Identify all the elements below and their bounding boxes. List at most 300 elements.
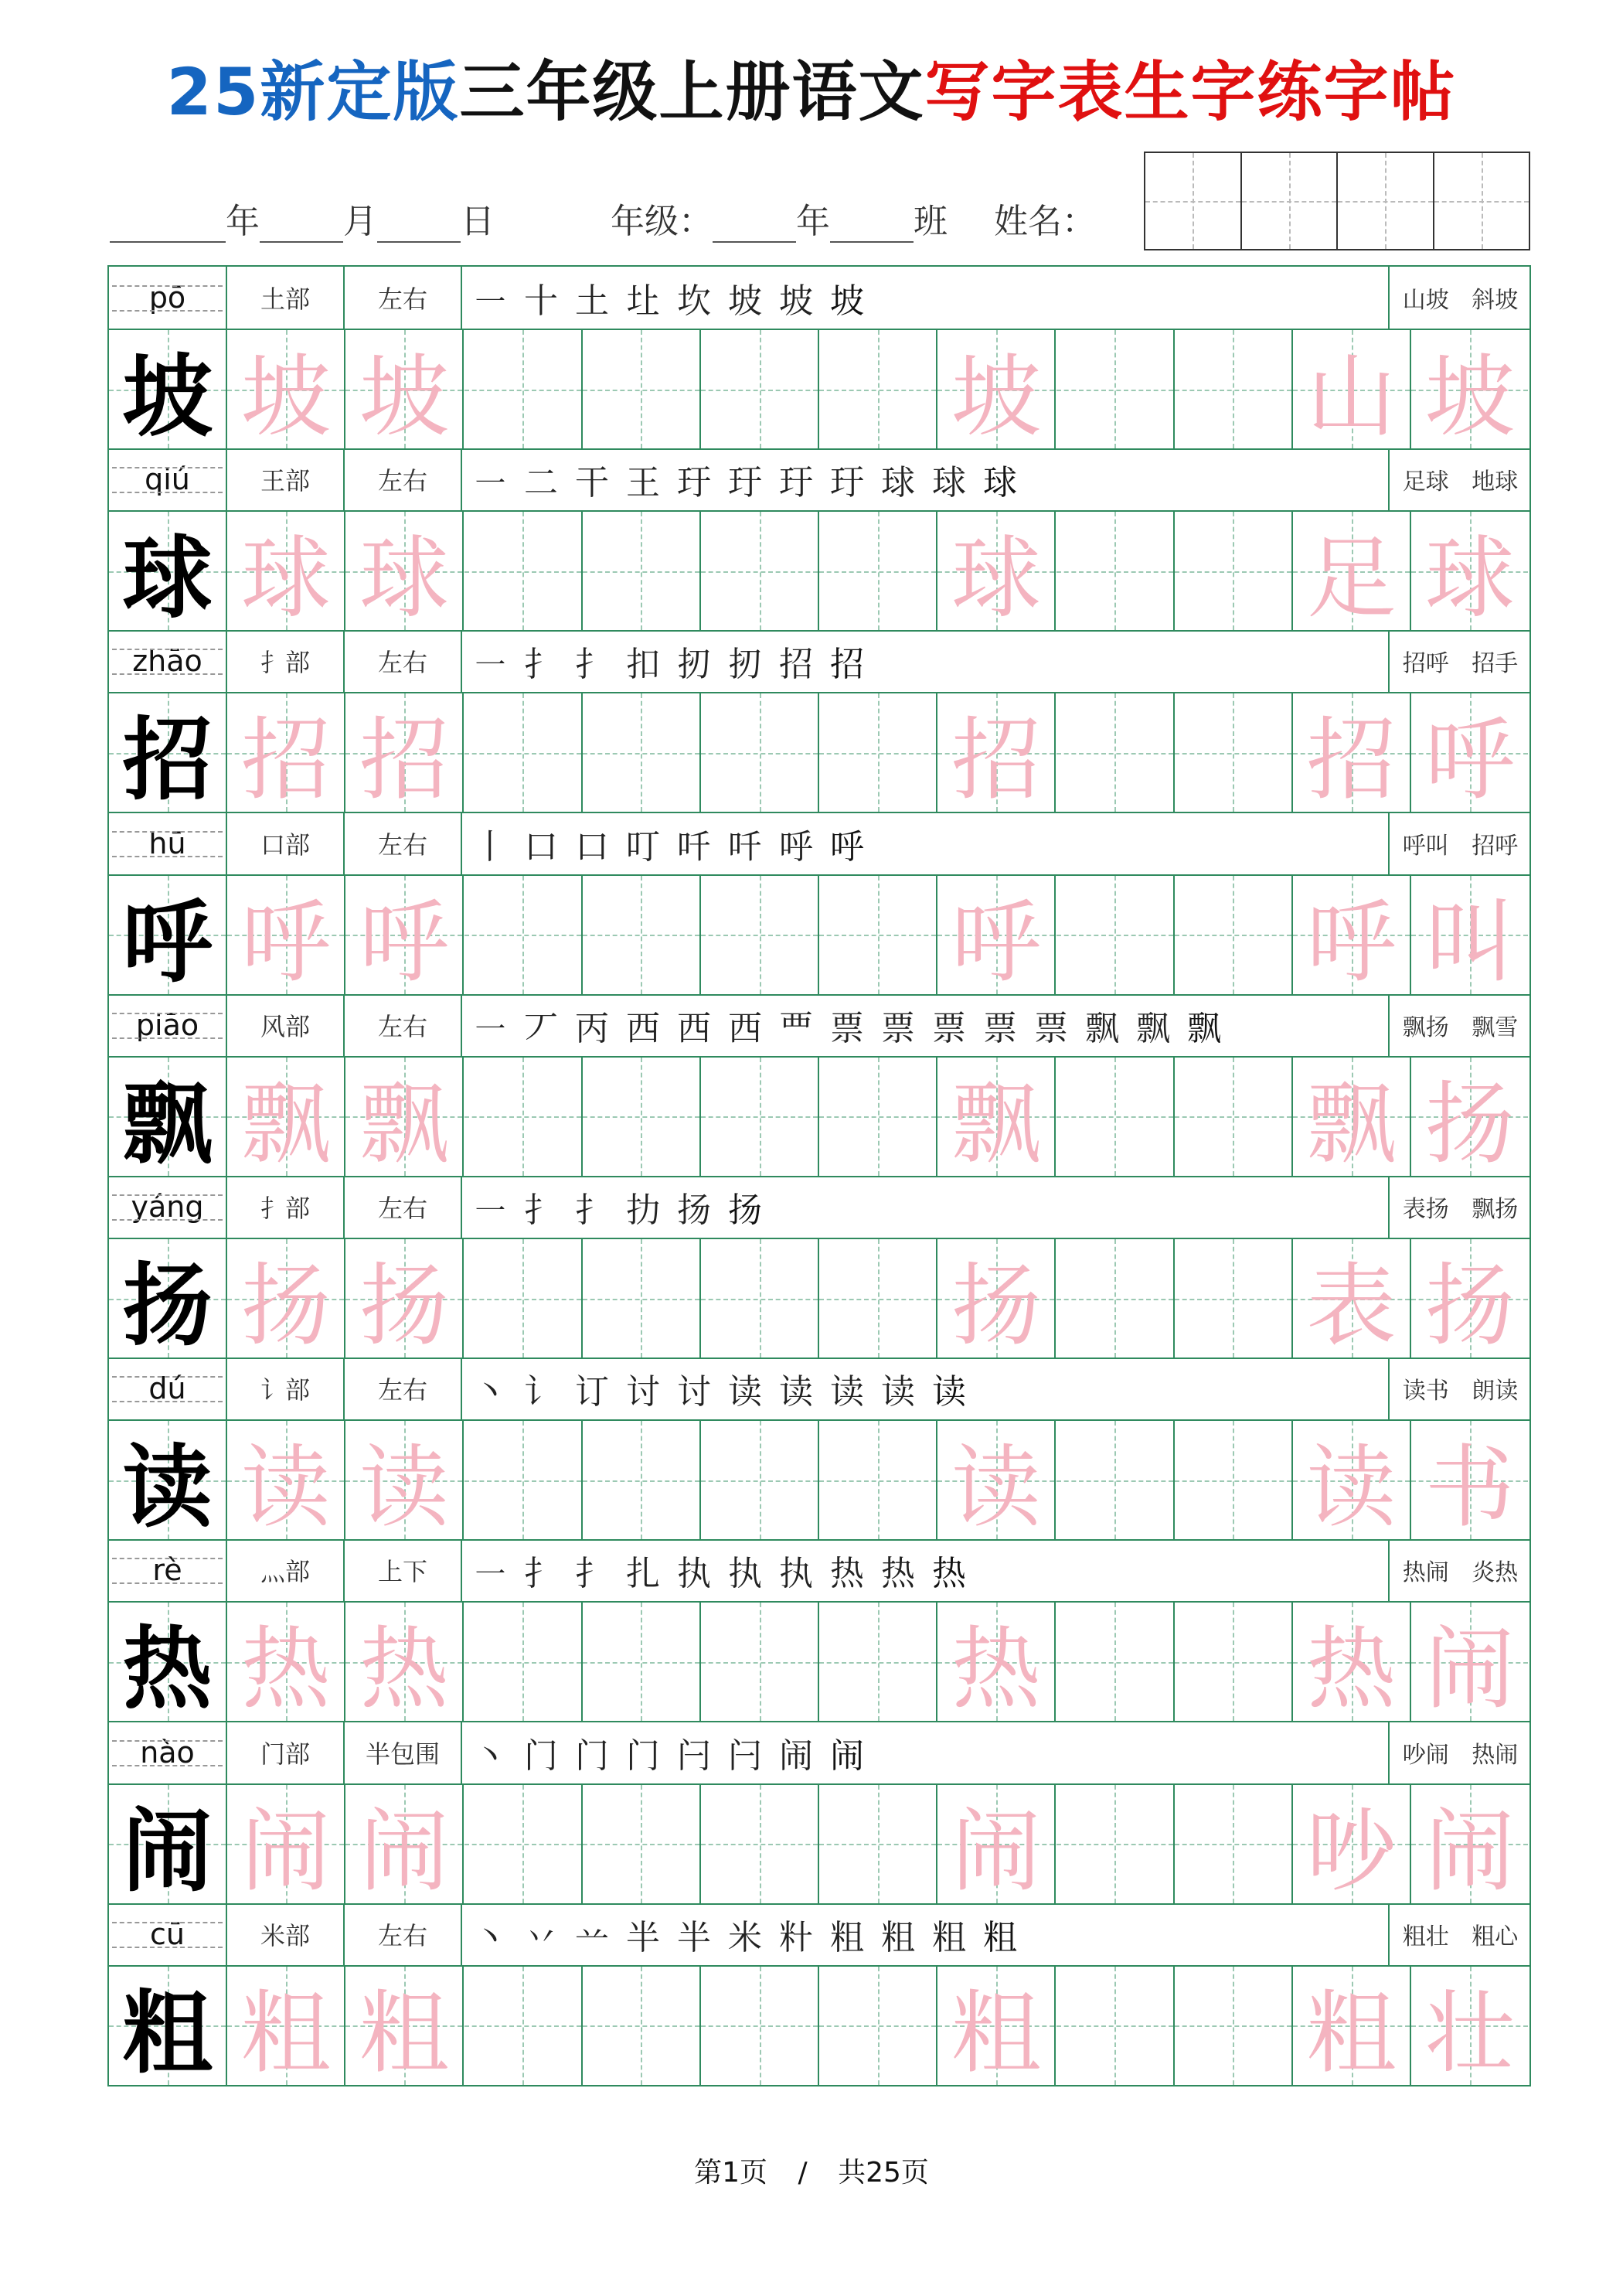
stroke-step: 叮 <box>626 826 660 867</box>
example-word: 山坡 <box>1402 287 1449 314</box>
radical: 口部 <box>227 812 345 874</box>
writing-cell[interactable] <box>937 1421 1056 1539</box>
word-trace-character: 闹 <box>1424 1617 1515 1722</box>
trace-character: 呼 <box>240 890 331 995</box>
writing-cell[interactable] <box>464 512 583 630</box>
trace-character: 粗 <box>359 1981 449 2086</box>
writing-cell[interactable] <box>583 876 701 994</box>
info-row <box>109 1358 1529 1421</box>
writing-cell[interactable] <box>937 693 1056 812</box>
word-trace-character: 扬 <box>1424 1071 1515 1177</box>
pinyin: rè <box>109 1539 227 1601</box>
stroke-step: 球 <box>932 463 966 503</box>
trace-character: 扬 <box>240 1254 331 1358</box>
writing-cell[interactable] <box>1175 876 1293 994</box>
model-character: 扬 <box>122 1253 213 1358</box>
writing-cell[interactable] <box>1293 876 1411 994</box>
writing-cell[interactable] <box>1056 1967 1175 2085</box>
trace-character: 招 <box>951 708 1041 813</box>
writing-cell[interactable] <box>937 1239 1056 1358</box>
writing-cell[interactable] <box>1411 1967 1528 2085</box>
name-label: 姓名： <box>994 202 1096 241</box>
writing-cell[interactable] <box>937 1785 1056 1903</box>
stroke-step: 玗 <box>677 463 711 503</box>
writing-cell[interactable] <box>1411 876 1528 994</box>
writing-cell[interactable] <box>1293 1603 1411 1721</box>
writing-cell[interactable] <box>701 1239 819 1358</box>
trace-character: 坡 <box>359 345 449 449</box>
writing-cell[interactable] <box>1411 1785 1528 1903</box>
stroke-step: 招 <box>779 645 813 685</box>
writing-cell[interactable] <box>1056 330 1175 448</box>
structure: 左右 <box>345 1176 462 1238</box>
writing-cell[interactable] <box>583 330 701 448</box>
stroke-step: 招 <box>830 645 864 685</box>
writing-cell[interactable] <box>937 1967 1056 2085</box>
stroke-step: 飘 <box>1085 1008 1119 1048</box>
writing-cell[interactable] <box>1411 512 1528 630</box>
name-box-cell[interactable] <box>1434 153 1529 249</box>
stroke-order <box>462 267 1390 329</box>
writing-cell[interactable] <box>701 876 819 994</box>
writing-cell[interactable] <box>701 1603 819 1721</box>
model-cell <box>109 1058 227 1176</box>
stroke-order <box>462 630 1390 692</box>
example-word: 吵闹 <box>1402 1741 1449 1769</box>
structure: 左右 <box>345 267 462 329</box>
example-words <box>1391 1539 1529 1601</box>
writing-cell[interactable] <box>819 512 937 630</box>
stroke-step: 半 <box>677 1917 711 1957</box>
writing-cell[interactable] <box>701 1421 819 1539</box>
writing-cell[interactable] <box>464 693 583 812</box>
example-words <box>1391 267 1529 329</box>
trace-character: 呼 <box>951 890 1041 995</box>
word-trace-character: 扬 <box>1424 1254 1515 1358</box>
year-label: 年 <box>226 202 260 241</box>
stroke-step: 闩 <box>728 1736 762 1776</box>
day-blank[interactable] <box>377 203 461 243</box>
writing-cell[interactable] <box>227 1603 345 1721</box>
model-character: 粗 <box>122 1980 213 2086</box>
writing-cell[interactable] <box>1175 1785 1293 1903</box>
pinyin: dú <box>109 1358 227 1419</box>
example-word: 热闹 <box>1472 1741 1519 1769</box>
writing-cell[interactable] <box>345 1967 464 2085</box>
trace-character: 热 <box>951 1617 1041 1722</box>
writing-cell[interactable] <box>819 1239 937 1358</box>
name-box-cell[interactable] <box>1338 153 1434 249</box>
stroke-step: 读 <box>881 1372 915 1412</box>
writing-cell[interactable] <box>937 512 1056 630</box>
stroke-step: 半 <box>626 1917 660 1957</box>
word-trace-character: 粗 <box>1306 1981 1397 2086</box>
structure: 左右 <box>345 1358 462 1419</box>
stroke-step: 扬 <box>728 1191 762 1230</box>
example-word: 粗壮 <box>1402 1923 1449 1950</box>
model-cell <box>109 1239 227 1358</box>
writing-cell[interactable] <box>227 1785 345 1903</box>
stroke-step: 西 <box>728 1008 762 1048</box>
writing-cell[interactable] <box>819 693 937 812</box>
writing-cell[interactable] <box>583 1239 701 1358</box>
page-total: 共25页 <box>838 2157 929 2189</box>
writing-cell[interactable] <box>1175 1967 1293 2085</box>
radical: 土部 <box>227 267 345 329</box>
writing-cell[interactable] <box>464 876 583 994</box>
stroke-step: 丨 <box>473 826 507 867</box>
writing-cell[interactable] <box>701 330 819 448</box>
writing-cell[interactable] <box>937 1058 1056 1176</box>
writing-cell[interactable] <box>583 693 701 812</box>
writing-cell[interactable] <box>227 330 345 448</box>
writing-cell[interactable] <box>227 1421 345 1539</box>
trace-character: 闹 <box>951 1799 1041 1904</box>
writing-row <box>109 1785 1529 1905</box>
stroke-step: 米 <box>728 1917 762 1957</box>
writing-row <box>109 876 1529 996</box>
stroke-step: ㇐ <box>473 1554 507 1594</box>
page-separator: / <box>798 2157 808 2189</box>
writing-cell[interactable] <box>464 1603 583 1721</box>
word-trace-character: 叫 <box>1424 890 1515 995</box>
info-row <box>109 448 1529 512</box>
writing-cell[interactable] <box>1411 1239 1528 1358</box>
example-word: 炎热 <box>1472 1559 1519 1587</box>
info-row <box>109 1903 1529 1967</box>
writing-cell[interactable] <box>1175 693 1293 812</box>
info-row <box>109 1722 1529 1785</box>
writing-cell[interactable] <box>1293 1421 1411 1539</box>
grade-year-label: 年 <box>796 202 830 241</box>
stroke-step: 粗 <box>830 1917 864 1957</box>
trace-character: 粗 <box>240 1981 331 2086</box>
example-words <box>1391 1358 1529 1419</box>
month-blank[interactable] <box>260 203 343 243</box>
model-cell <box>109 693 227 812</box>
stroke-step: 口 <box>524 826 558 867</box>
info-row <box>109 994 1529 1058</box>
writing-cell[interactable] <box>819 330 937 448</box>
writing-cell[interactable] <box>937 876 1056 994</box>
writing-cell[interactable] <box>583 1785 701 1903</box>
writing-cell[interactable] <box>1411 1603 1528 1721</box>
writing-cell[interactable] <box>227 1058 345 1176</box>
stroke-step: 扐 <box>626 1191 660 1230</box>
model-cell <box>109 330 227 448</box>
writing-cell[interactable] <box>1056 1603 1175 1721</box>
stroke-step: ㇐ <box>473 281 507 321</box>
model-character: 飘 <box>122 1071 213 1177</box>
word-trace-character: 闹 <box>1424 1799 1515 1904</box>
writing-row <box>109 1239 1529 1359</box>
pinyin: qiú <box>109 448 227 510</box>
stroke-step: 丶 <box>473 1736 507 1776</box>
stroke-step: 球 <box>983 463 1017 503</box>
info-row <box>109 267 1529 330</box>
writing-cell[interactable] <box>819 1058 937 1176</box>
stroke-step: 讨 <box>677 1372 711 1412</box>
stroke-step: 粗 <box>881 1917 915 1957</box>
stroke-step: 呼 <box>830 826 864 867</box>
word-trace-character: 飘 <box>1306 1071 1397 1177</box>
writing-row <box>109 1421 1529 1541</box>
name-box-cell[interactable] <box>1242 153 1339 249</box>
model-cell <box>109 876 227 994</box>
name-box-cell[interactable] <box>1145 153 1242 249</box>
writing-cell[interactable] <box>464 1058 583 1176</box>
writing-cell[interactable] <box>1293 1239 1411 1358</box>
writing-cell[interactable] <box>701 1785 819 1903</box>
writing-cell[interactable] <box>937 330 1056 448</box>
stroke-step: 丷 <box>524 1917 558 1957</box>
writing-cell[interactable] <box>464 1239 583 1358</box>
stroke-step: 扌 <box>524 1554 558 1594</box>
word-trace-character: 书 <box>1424 1436 1515 1541</box>
writing-cell[interactable] <box>227 1239 345 1358</box>
stroke-step: 覀 <box>779 1008 813 1048</box>
writing-cell[interactable] <box>937 1603 1056 1721</box>
writing-cell[interactable] <box>464 330 583 448</box>
writing-cell[interactable] <box>701 693 819 812</box>
stroke-step: 门 <box>626 1736 660 1776</box>
writing-cell[interactable] <box>1293 693 1411 812</box>
stroke-step: 坡 <box>779 281 813 321</box>
stroke-step: 吀 <box>728 826 762 867</box>
radical: 扌部 <box>227 630 345 692</box>
writing-cell[interactable] <box>701 1967 819 2085</box>
stroke-step: 玗 <box>728 463 762 503</box>
stroke-step: 坡 <box>728 281 762 321</box>
example-word: 朗读 <box>1472 1378 1519 1405</box>
writing-cell[interactable] <box>701 512 819 630</box>
example-words <box>1391 1722 1529 1783</box>
writing-cell[interactable] <box>464 1785 583 1903</box>
writing-cell[interactable] <box>1293 1058 1411 1176</box>
word-trace-character: 吵 <box>1306 1799 1397 1904</box>
model-character: 球 <box>122 526 213 632</box>
writing-cell[interactable] <box>1293 1785 1411 1903</box>
trace-character: 招 <box>359 708 449 813</box>
example-word: 飘扬 <box>1472 1196 1519 1223</box>
writing-cell[interactable] <box>1175 1058 1293 1176</box>
writing-cell[interactable] <box>1411 693 1528 812</box>
stroke-step: 扎 <box>626 1554 660 1594</box>
stroke-order <box>462 994 1390 1056</box>
stroke-step: 热 <box>932 1554 966 1594</box>
trace-character: 读 <box>359 1436 449 1541</box>
writing-cell[interactable] <box>1293 330 1411 448</box>
writing-cell[interactable] <box>345 330 464 448</box>
writing-cell[interactable] <box>1056 512 1175 630</box>
stroke-step: 丶 <box>473 1917 507 1957</box>
stroke-step: 闩 <box>677 1736 711 1776</box>
stroke-step: 粗 <box>983 1917 1017 1957</box>
stroke-step: 票 <box>1034 1008 1068 1048</box>
model-character: 招 <box>122 707 213 813</box>
writing-cell[interactable] <box>464 1967 583 2085</box>
stroke-step: 飘 <box>1187 1008 1221 1048</box>
writing-cell[interactable] <box>819 876 937 994</box>
grade-class-blank[interactable] <box>830 203 914 243</box>
writing-cell[interactable] <box>345 1058 464 1176</box>
stroke-step: 王 <box>626 463 660 503</box>
trace-character: 读 <box>951 1436 1041 1541</box>
writing-cell[interactable] <box>1175 1421 1293 1539</box>
writing-cell[interactable] <box>583 512 701 630</box>
word-trace-character: 表 <box>1306 1254 1397 1358</box>
writing-row <box>109 1058 1529 1177</box>
stroke-order <box>462 1722 1390 1783</box>
writing-cell[interactable] <box>1056 1058 1175 1176</box>
stroke-step: 十 <box>524 281 558 321</box>
writing-cell[interactable] <box>583 1421 701 1539</box>
stroke-step: 䒑 <box>575 1917 609 1957</box>
example-words <box>1391 812 1529 874</box>
writing-cell[interactable] <box>1056 1785 1175 1903</box>
writing-cell[interactable] <box>1056 693 1175 812</box>
writing-cell[interactable] <box>1411 1058 1528 1176</box>
word-trace-character: 山 <box>1306 345 1397 449</box>
writing-cell[interactable] <box>345 512 464 630</box>
stroke-step: 票 <box>983 1008 1017 1048</box>
writing-cell[interactable] <box>819 1421 937 1539</box>
pinyin: piāo <box>109 994 227 1056</box>
writing-cell[interactable] <box>1056 876 1175 994</box>
stroke-step: 二 <box>524 463 558 503</box>
trace-character: 读 <box>240 1436 331 1541</box>
writing-cell[interactable] <box>1411 1421 1528 1539</box>
writing-cell[interactable] <box>1056 1421 1175 1539</box>
pinyin: hū <box>109 812 227 874</box>
info-row <box>109 1176 1529 1239</box>
info-line <box>110 193 1096 255</box>
writing-cell[interactable] <box>464 1421 583 1539</box>
stroke-step: 扨 <box>728 645 762 685</box>
grade-label: 年级： <box>611 202 713 241</box>
writing-cell[interactable] <box>1175 1239 1293 1358</box>
stroke-step: 西 <box>677 1008 711 1048</box>
writing-cell[interactable] <box>227 512 345 630</box>
structure: 左右 <box>345 1903 462 1965</box>
word-trace-character: 热 <box>1306 1617 1397 1722</box>
word-trace-character: 球 <box>1424 526 1515 632</box>
writing-cell[interactable] <box>701 1058 819 1176</box>
stroke-step: 扌 <box>524 645 558 685</box>
trace-character: 热 <box>240 1617 331 1722</box>
writing-cell[interactable] <box>227 693 345 812</box>
stroke-step: 票 <box>830 1008 864 1048</box>
writing-cell[interactable] <box>1175 330 1293 448</box>
model-cell <box>109 1785 227 1903</box>
model-character: 坡 <box>122 344 213 449</box>
grade-class-label: 班 <box>914 202 948 241</box>
stroke-step: 球 <box>881 463 915 503</box>
stroke-step: 讠 <box>524 1372 558 1412</box>
writing-cell[interactable] <box>819 1967 937 2085</box>
stroke-step: 土 <box>575 281 609 321</box>
writing-row <box>109 330 1529 450</box>
model-cell <box>109 1967 227 2085</box>
structure: 左右 <box>345 448 462 510</box>
writing-cell[interactable] <box>1411 330 1528 448</box>
stroke-step: 门 <box>524 1736 558 1776</box>
pinyin: pō <box>109 267 227 329</box>
writing-cell[interactable] <box>345 693 464 812</box>
writing-cell[interactable] <box>819 1785 937 1903</box>
writing-cell[interactable] <box>1175 1603 1293 1721</box>
stroke-step: 坡 <box>830 281 864 321</box>
example-words <box>1391 448 1529 510</box>
day-label: 日 <box>461 202 495 241</box>
writing-cell[interactable] <box>345 1421 464 1539</box>
writing-cell[interactable] <box>1293 512 1411 630</box>
radical: 扌部 <box>227 1176 345 1238</box>
stroke-order <box>462 1903 1390 1965</box>
grade-year-blank[interactable] <box>713 203 796 243</box>
title-subject: 三年级上册语文 <box>459 54 925 130</box>
writing-cell[interactable] <box>1056 1239 1175 1358</box>
writing-row <box>109 512 1529 632</box>
writing-row <box>109 693 1529 813</box>
example-word: 粗心 <box>1472 1923 1519 1950</box>
stroke-step: 执 <box>779 1554 813 1594</box>
writing-cell[interactable] <box>345 1785 464 1903</box>
writing-cell[interactable] <box>345 1239 464 1358</box>
stroke-step: 圵 <box>626 281 660 321</box>
name-box[interactable] <box>1144 152 1530 250</box>
writing-cell[interactable] <box>583 1058 701 1176</box>
stroke-step: 扌 <box>575 1554 609 1594</box>
title-edition: 25新定版 <box>166 54 460 130</box>
writing-cell[interactable] <box>583 1967 701 2085</box>
stroke-step: 籵 <box>779 1917 813 1957</box>
writing-cell[interactable] <box>345 1603 464 1721</box>
writing-cell[interactable] <box>227 876 345 994</box>
stroke-step: 西 <box>626 1008 660 1048</box>
trace-character: 扬 <box>951 1254 1041 1358</box>
page-number: 第1页 <box>694 2157 768 2189</box>
writing-cell[interactable] <box>819 1603 937 1721</box>
radical: 门部 <box>227 1722 345 1783</box>
example-words <box>1391 994 1529 1056</box>
year-blank[interactable] <box>110 203 226 243</box>
stroke-step: 扣 <box>626 645 660 685</box>
stroke-step: 吀 <box>677 826 711 867</box>
page-title <box>0 40 1623 134</box>
stroke-step: 读 <box>830 1372 864 1412</box>
trace-character: 飘 <box>359 1071 449 1177</box>
writing-cell[interactable] <box>345 876 464 994</box>
stroke-step: 扨 <box>677 645 711 685</box>
writing-cell[interactable] <box>227 1967 345 2085</box>
writing-cell[interactable] <box>583 1603 701 1721</box>
writing-cell[interactable] <box>1175 512 1293 630</box>
example-word: 表扬 <box>1402 1196 1449 1223</box>
practice-grid <box>107 265 1531 2086</box>
word-trace-character: 呼 <box>1424 708 1515 813</box>
trace-character: 闹 <box>240 1799 331 1904</box>
structure: 上下 <box>345 1539 462 1601</box>
pinyin: zhāo <box>109 630 227 692</box>
stroke-step: 粗 <box>932 1917 966 1957</box>
pinyin: yáng <box>109 1176 227 1238</box>
writing-cell[interactable] <box>1293 1967 1411 2085</box>
word-trace-character: 坡 <box>1424 345 1515 449</box>
example-word: 招呼 <box>1402 650 1449 678</box>
stroke-step: 干 <box>575 463 609 503</box>
stroke-step: 门 <box>575 1736 609 1776</box>
